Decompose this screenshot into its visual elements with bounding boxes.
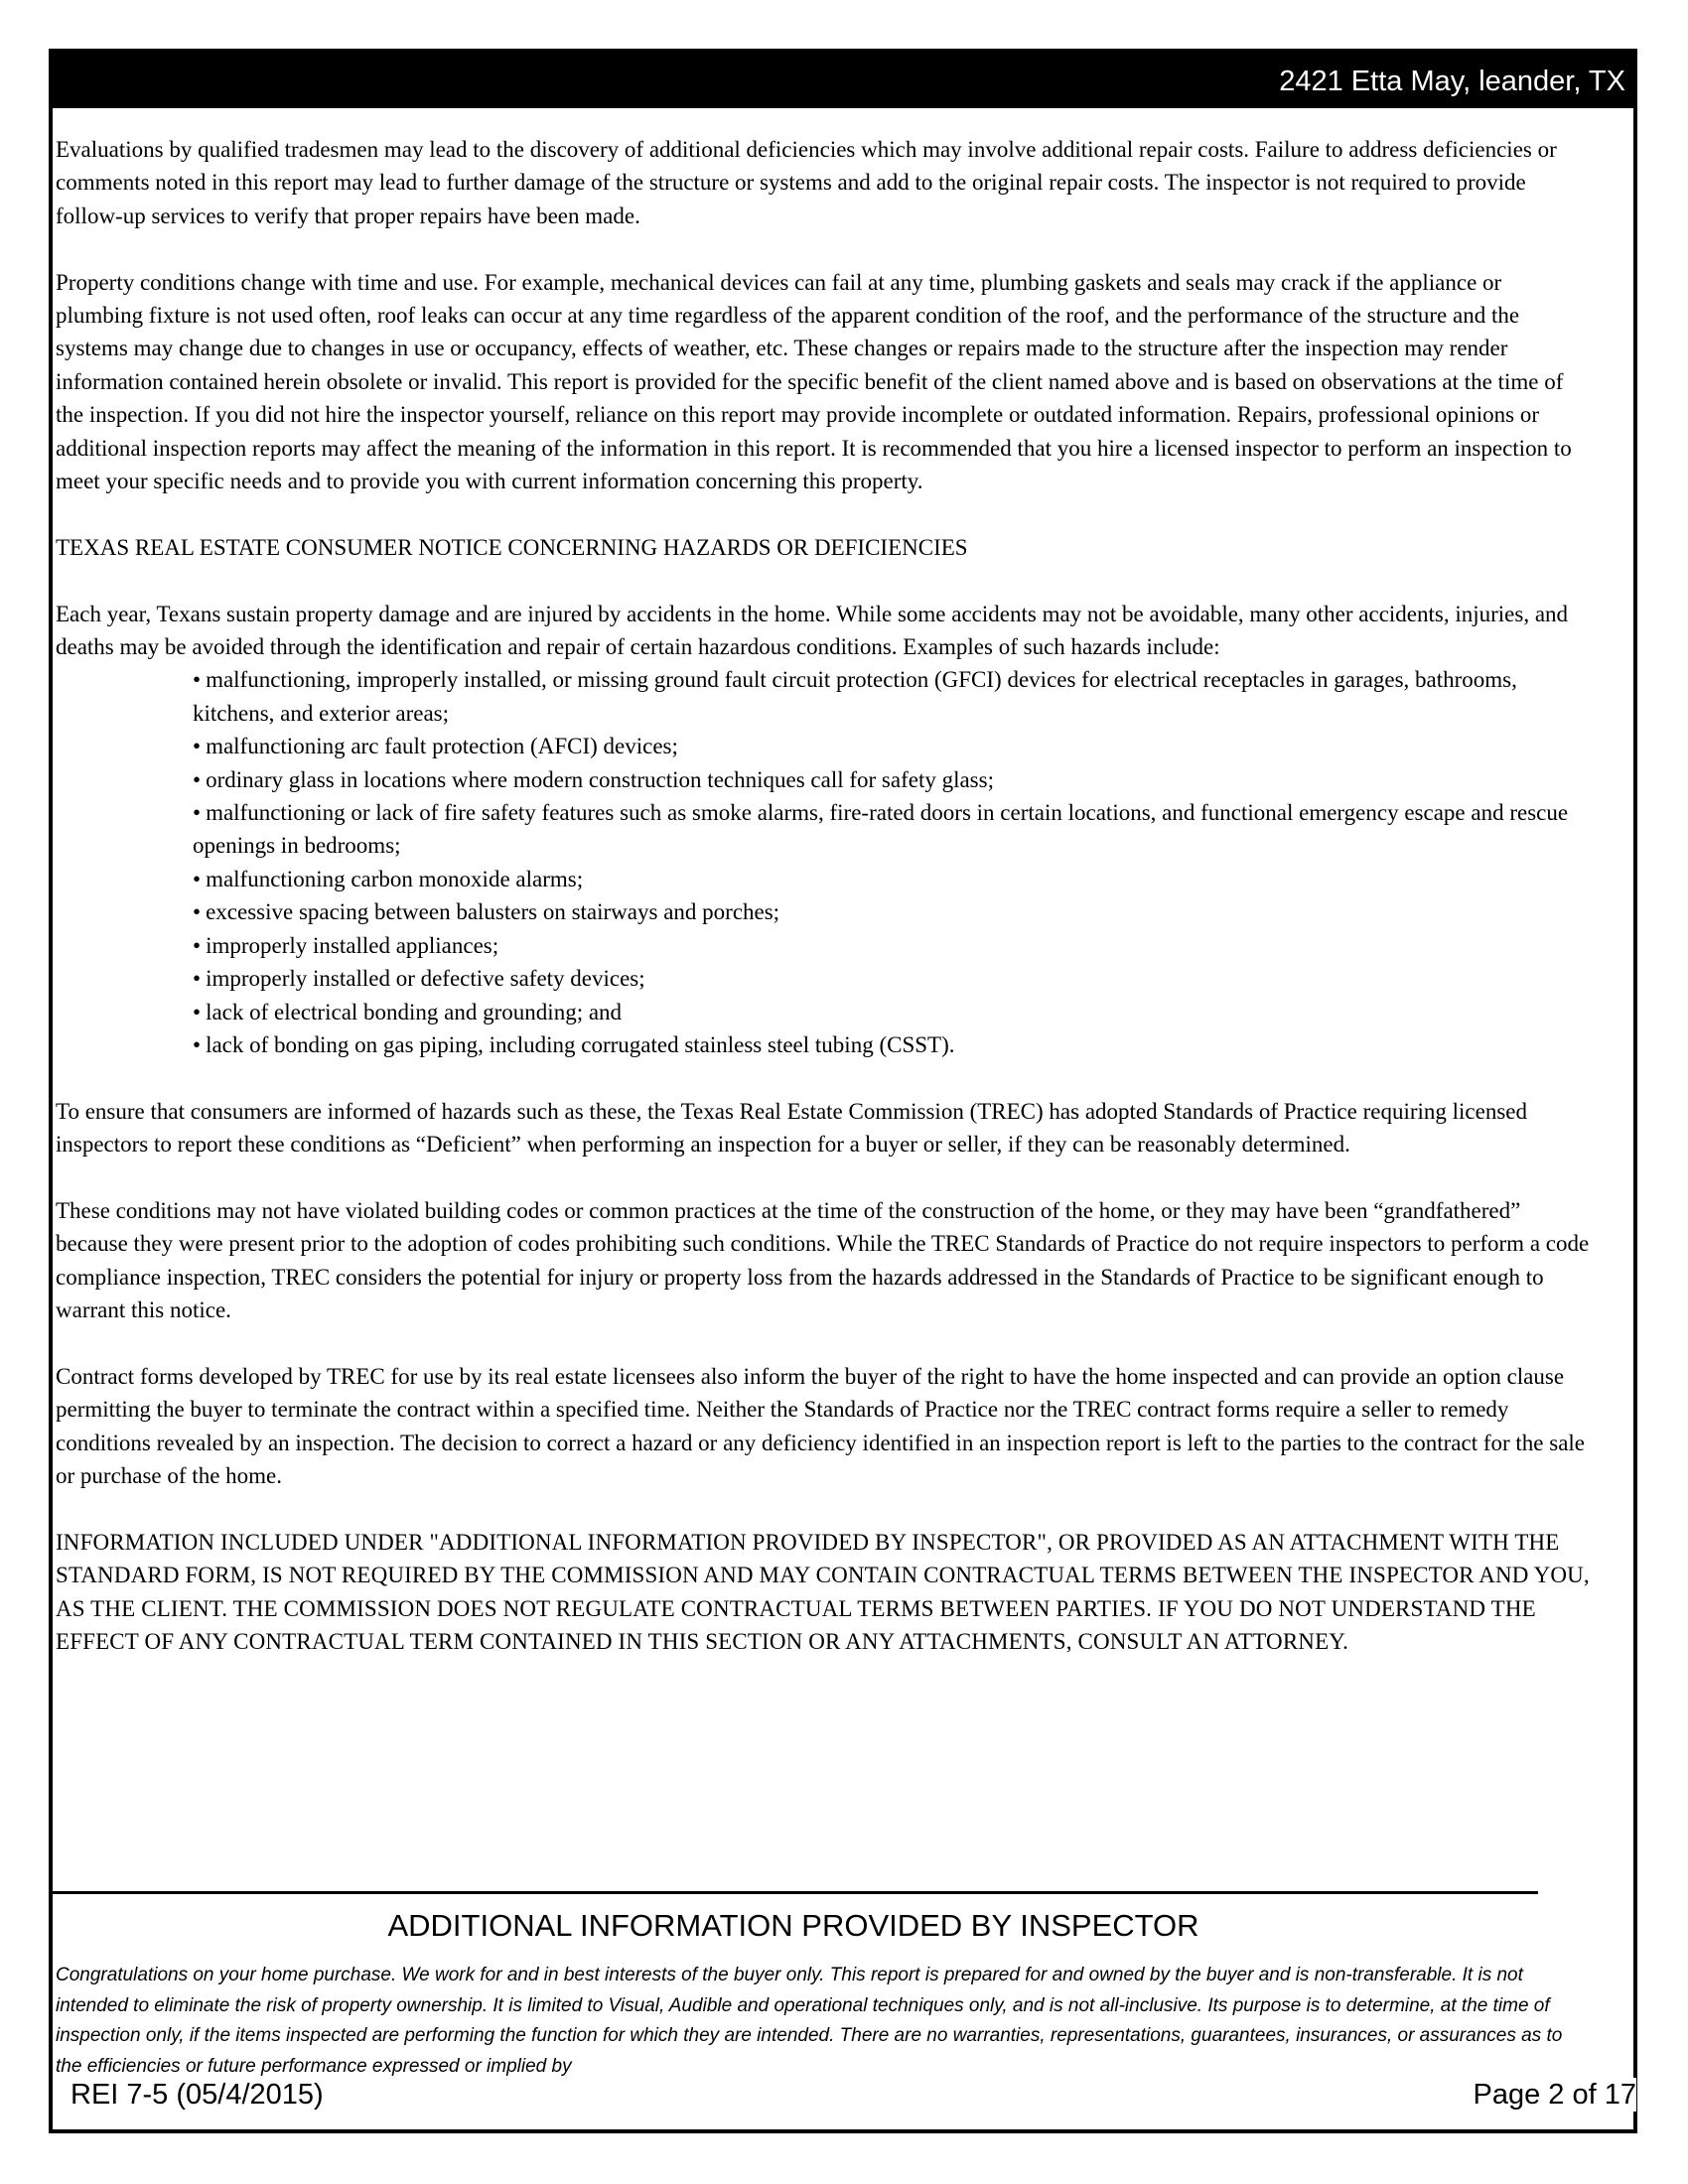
- hazard-text: malfunctioning or lack of fire safety features such as smoke alarms, fire-rated doors in certain locations, and functional emergency escape and rescue openings in bedrooms;: [193, 800, 1569, 859]
- bullet-icon: •: [193, 667, 202, 693]
- hazard-text: ordinary glass in locations where modern construction techniques call for safety glass;: [206, 766, 994, 792]
- report-body: [56, 133, 1590, 1659]
- paragraph-building-codes: These conditions may not have violated building codes or common practices at the time of the construction of the home, or they may have been “grandfathered” because they were present prior to the adoption of codes prohibiting such conditions. While the TREC Standards of Practice do not require inspectors to perform a code compliance inspection, TREC considers the potential for injury or property loss from the hazards addressed in the Standards of Practice to be significant enough to warrant this notice.: [56, 1197, 1590, 1323]
- hazard-text: excessive spacing between balusters on stairways and porches;: [206, 899, 780, 925]
- bullet-icon: •: [193, 966, 202, 992]
- header-bar: [53, 53, 1633, 108]
- page-number: Page 2 of 17: [1473, 2079, 1636, 2111]
- bullet-icon: •: [193, 800, 202, 826]
- hazard-text: malfunctioning, improperly installed, or missing ground fault circuit protection (GFCI) devices for electrical receptacles in garages, bathrooms, kitchens, and exterior areas;: [193, 667, 1517, 726]
- list-item: [193, 663, 1590, 730]
- property-address: 2421 Etta May, leander, TX: [1279, 66, 1625, 97]
- form-identifier: REI 7-5 (05/4/2015): [70, 2079, 324, 2111]
- consumer-notice-title: TEXAS REAL ESTATE CONSUMER NOTICE CONCERNING HAZARDS OR DEFICIENCIES: [56, 534, 968, 560]
- section-divider: [49, 1891, 1538, 1894]
- paragraph-each-year: Each year, Texans sustain property damage and are injured by accidents in the home. While some accidents may not be avoidable, many other accidents, injuries, and deaths may be avoided through the identification and repair of certain hazardous conditions. Examples of such hazards include:: [56, 601, 1569, 660]
- list-item: [193, 996, 1590, 1028]
- bullet-icon: •: [193, 999, 202, 1024]
- list-item: [193, 1028, 1590, 1061]
- additional-info-text: Congratulations on your home purchase. We work for and in best interests of the buyer only. This report is prepared for and owned by the buyer and is non-transferable. It is not intended to eliminate the risk of property ownership. It is limited to Visual, Audible and operational techniques only, and is not all-inclusive. Its purpose is to determine, at the time of inspection only, if the items inspected are performing the function for which they are intended. There are no warranties, representations, guarantees, insurances, or assurances as to the efficiencies or future performance expressed or implied by: [56, 1965, 1563, 2077]
- list-item: [193, 895, 1590, 928]
- list-item: [193, 863, 1590, 895]
- hazard-text: lack of bonding on gas piping, including corrugated stainless steel tubing (CSST).: [206, 1031, 955, 1057]
- list-item: [193, 730, 1590, 762]
- paragraph-contractual-terms-notice: INFORMATION INCLUDED UNDER "ADDITIONAL INFORMATION PROVIDED BY INSPECTOR", OR PROVIDED AS AN ATTACHMENT WITH THE STANDARD FORM, IS NOT REQUIRED BY THE COMMISSION AND MAY CONTAIN CONTRACTUAL TERMS BETWEEN THE INSPECTOR AND YOU, AS THE CLIENT. THE COMMISSION DOES NOT REGULATE CONTRACTUAL TERMS BETWEEN PARTIES. IF YOU DO NOT UNDERSTAND THE EFFECT OF ANY CONTRACTUAL TERM CONTAINED IN THIS SECTION OR ANY ATTACHMENTS, CONSULT AN ATTORNEY.: [56, 1529, 1590, 1655]
- bullet-icon: •: [193, 734, 202, 759]
- list-item: [193, 796, 1590, 863]
- hazard-text: improperly installed or defective safety devices;: [206, 966, 645, 992]
- paragraph-evaluations: Evaluations by qualified tradesmen may lead to the discovery of additional deficiencies which may involve additional repair costs. Failure to address deficiencies or comments noted in this report may lead to further damage of the structure or systems and add to the original repair costs. The inspector is not required to provide follow-up services to verify that proper repairs have been made.: [56, 137, 1557, 228]
- bullet-icon: •: [193, 766, 202, 792]
- bullet-icon: •: [193, 866, 202, 891]
- hazard-text: improperly installed appliances;: [206, 932, 499, 958]
- bullet-icon: •: [193, 899, 202, 925]
- paragraph-contract-forms: Contract forms developed by TREC for use by its real estate licensees also inform the buyer of the right to have the home inspected and can provide an option clause permitting the buyer to terminate the contract within a specified time. Neither the Standards of Practice nor the TREC contract forms require a seller to remedy conditions revealed by an inspection. The decision to correct a hazard or any deficiency identified in an inspection report is left to the parties to the contract for the sale or purchase of the home.: [56, 1363, 1586, 1489]
- hazard-text: lack of electrical bonding and grounding; and: [206, 999, 623, 1024]
- paragraph-property-conditions: Property conditions change with time and use. For example, mechanical devices can fail at any time, plumbing gaskets and seals may crack if the appliance or plumbing fixture is not used often, roof leaks can occur at any time regardless of the apparent condition of the roof, and the performance of the structure and the systems may change due to changes in use or occupancy, effects of weather, etc. These changes or repairs made to the structure after the inspection may render information contained herein obsolete or invalid. This report is provided for the specific benefit of the client named above and is based on observations at the time of the inspection. If you did not hire the inspector yourself, reliance on this report may provide incomplete or outdated information. Repairs, professional opinions or additional inspection reports may affect the meaning of the information in this report. It is recommended that you hire a licensed inspector to perform an inspection to meet your specific needs and to provide you with current information concerning this property.: [56, 269, 1572, 494]
- bullet-icon: •: [193, 1031, 202, 1057]
- bullet-icon: •: [193, 932, 202, 958]
- hazard-text: malfunctioning carbon monoxide alarms;: [206, 866, 584, 891]
- list-item: [193, 763, 1590, 796]
- list-item: [193, 962, 1590, 995]
- paragraph-trec-standards: To ensure that consumers are informed of hazards such as these, the Texas Real Estate Commission (TREC) has adopted Standards of Practice requiring licensed inspectors to report these conditions as “Deficient” when performing an inspection for a buyer or seller, if they can be reasonably determined.: [56, 1098, 1527, 1158]
- list-item: [193, 929, 1590, 962]
- additional-info-heading: ADDITIONAL INFORMATION PROVIDED BY INSPECTOR: [387, 1908, 1199, 1943]
- hazard-text: malfunctioning arc fault protection (AFCI) devices;: [206, 734, 678, 759]
- hazard-list: [56, 663, 1590, 1061]
